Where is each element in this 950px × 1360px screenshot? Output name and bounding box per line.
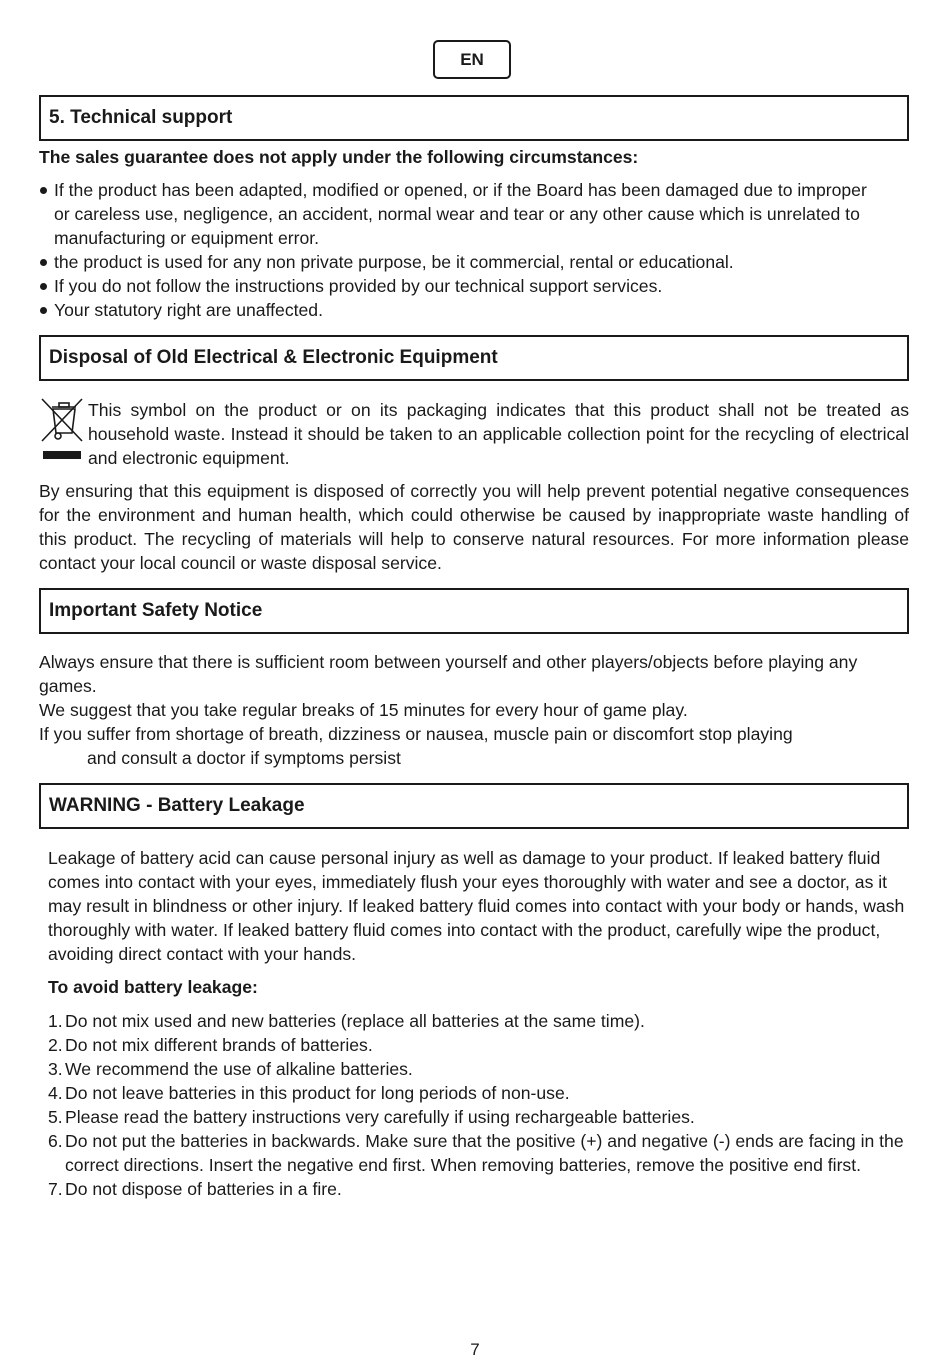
battery-instructions-list xyxy=(48,1009,909,1201)
safety-line-breaks: We suggest that you take regular breaks of 15 minutes for every hour of game play. xyxy=(39,700,688,720)
list-item: 6. Do not put the batteries in backwards. Make sure that the positive (+) and negative (-) ends are facing in the correct directions. Insert the negative end first. When removing batteries, remove the positive end first. xyxy=(48,1131,904,1175)
guarantee-bullet-list xyxy=(39,178,869,322)
list-item: 3. We recommend the use of alkaline batteries. xyxy=(48,1059,413,1079)
section-title-battery: WARNING - Battery Leakage xyxy=(39,783,909,829)
section-title-disposal: Disposal of Old Electrical & Electronic Equipment xyxy=(39,335,909,381)
list-item: 5. Please read the battery instructions very carefully if using rechargeable batteries. xyxy=(48,1107,695,1127)
weee-symbol-text: This symbol on the product or on its packaging indicates that this product shall not be treated as household waste. Instead it should be taken to an applicable collection point for the recycling of electrical and electronic equipment. xyxy=(88,400,909,468)
list-item: Your statutory right are unaffected. xyxy=(39,298,869,322)
safety-text xyxy=(39,650,894,770)
section-title-technical-support: 5. Technical support xyxy=(39,95,909,141)
avoid-leakage-heading: To avoid battery leakage: xyxy=(48,977,258,997)
list-item: 1. Do not mix used and new batteries (replace all batteries at the same time). xyxy=(48,1011,645,1031)
list-item: 7. Do not dispose of batteries in a fire. xyxy=(48,1179,342,1199)
disposal-paragraph: By ensuring that this equipment is disposed of correctly you will help prevent potential negative consequences for the environment and human health, which could otherwise be caused by inappropriate waste handling of this product. The recycling of materials will help to conserve natural resources. For more information please contact your local council or waste disposal service. xyxy=(39,481,909,573)
list-item: 4. Do not leave batteries in this product for long periods of non-use. xyxy=(48,1083,570,1103)
crossed-out-wheelie-bin-icon xyxy=(40,397,84,463)
safety-line-doctor: and consult a doctor if symptoms persist xyxy=(87,748,401,768)
safety-line-room: Always ensure that there is sufficient room between yourself and other players/objects before playing any games. xyxy=(39,652,858,696)
guarantee-intro: The sales guarantee does not apply under the following circumstances: xyxy=(39,147,639,167)
language-badge: EN xyxy=(433,40,511,79)
safety-line-symptoms: If you suffer from shortage of breath, dizziness or nausea, muscle pain or discomfort stop playing xyxy=(39,724,793,744)
battery-paragraph: Leakage of battery acid can cause personal injury as well as damage to your product. If leaked battery fluid comes into contact with your eyes, immediately flush your eyes thoroughly with water and see a doctor, as it may result in blindness or other injury. If leaked battery fluid comes into contact with your body or hands, wash thoroughly with water. If leaked battery fluid comes into contact with the product, carefully wipe the product, avoiding direct contact with your hands. xyxy=(48,848,905,964)
list-item: If you do not follow the instructions provided by our technical support services. xyxy=(39,274,869,298)
list-item: If the product has been adapted, modified or opened, or if the Board has been damaged due to improper or careless use, negligence, an accident, normal wear and tear or any other cause which is unrelated to manufacturing or equipment error. xyxy=(39,178,869,250)
page-number: 7 xyxy=(470,1340,480,1359)
section-title-safety: Important Safety Notice xyxy=(39,588,909,634)
list-item: the product is used for any non private purpose, be it commercial, rental or educational. xyxy=(39,250,869,274)
list-item: 2. Do not mix different brands of batteries. xyxy=(48,1035,373,1055)
